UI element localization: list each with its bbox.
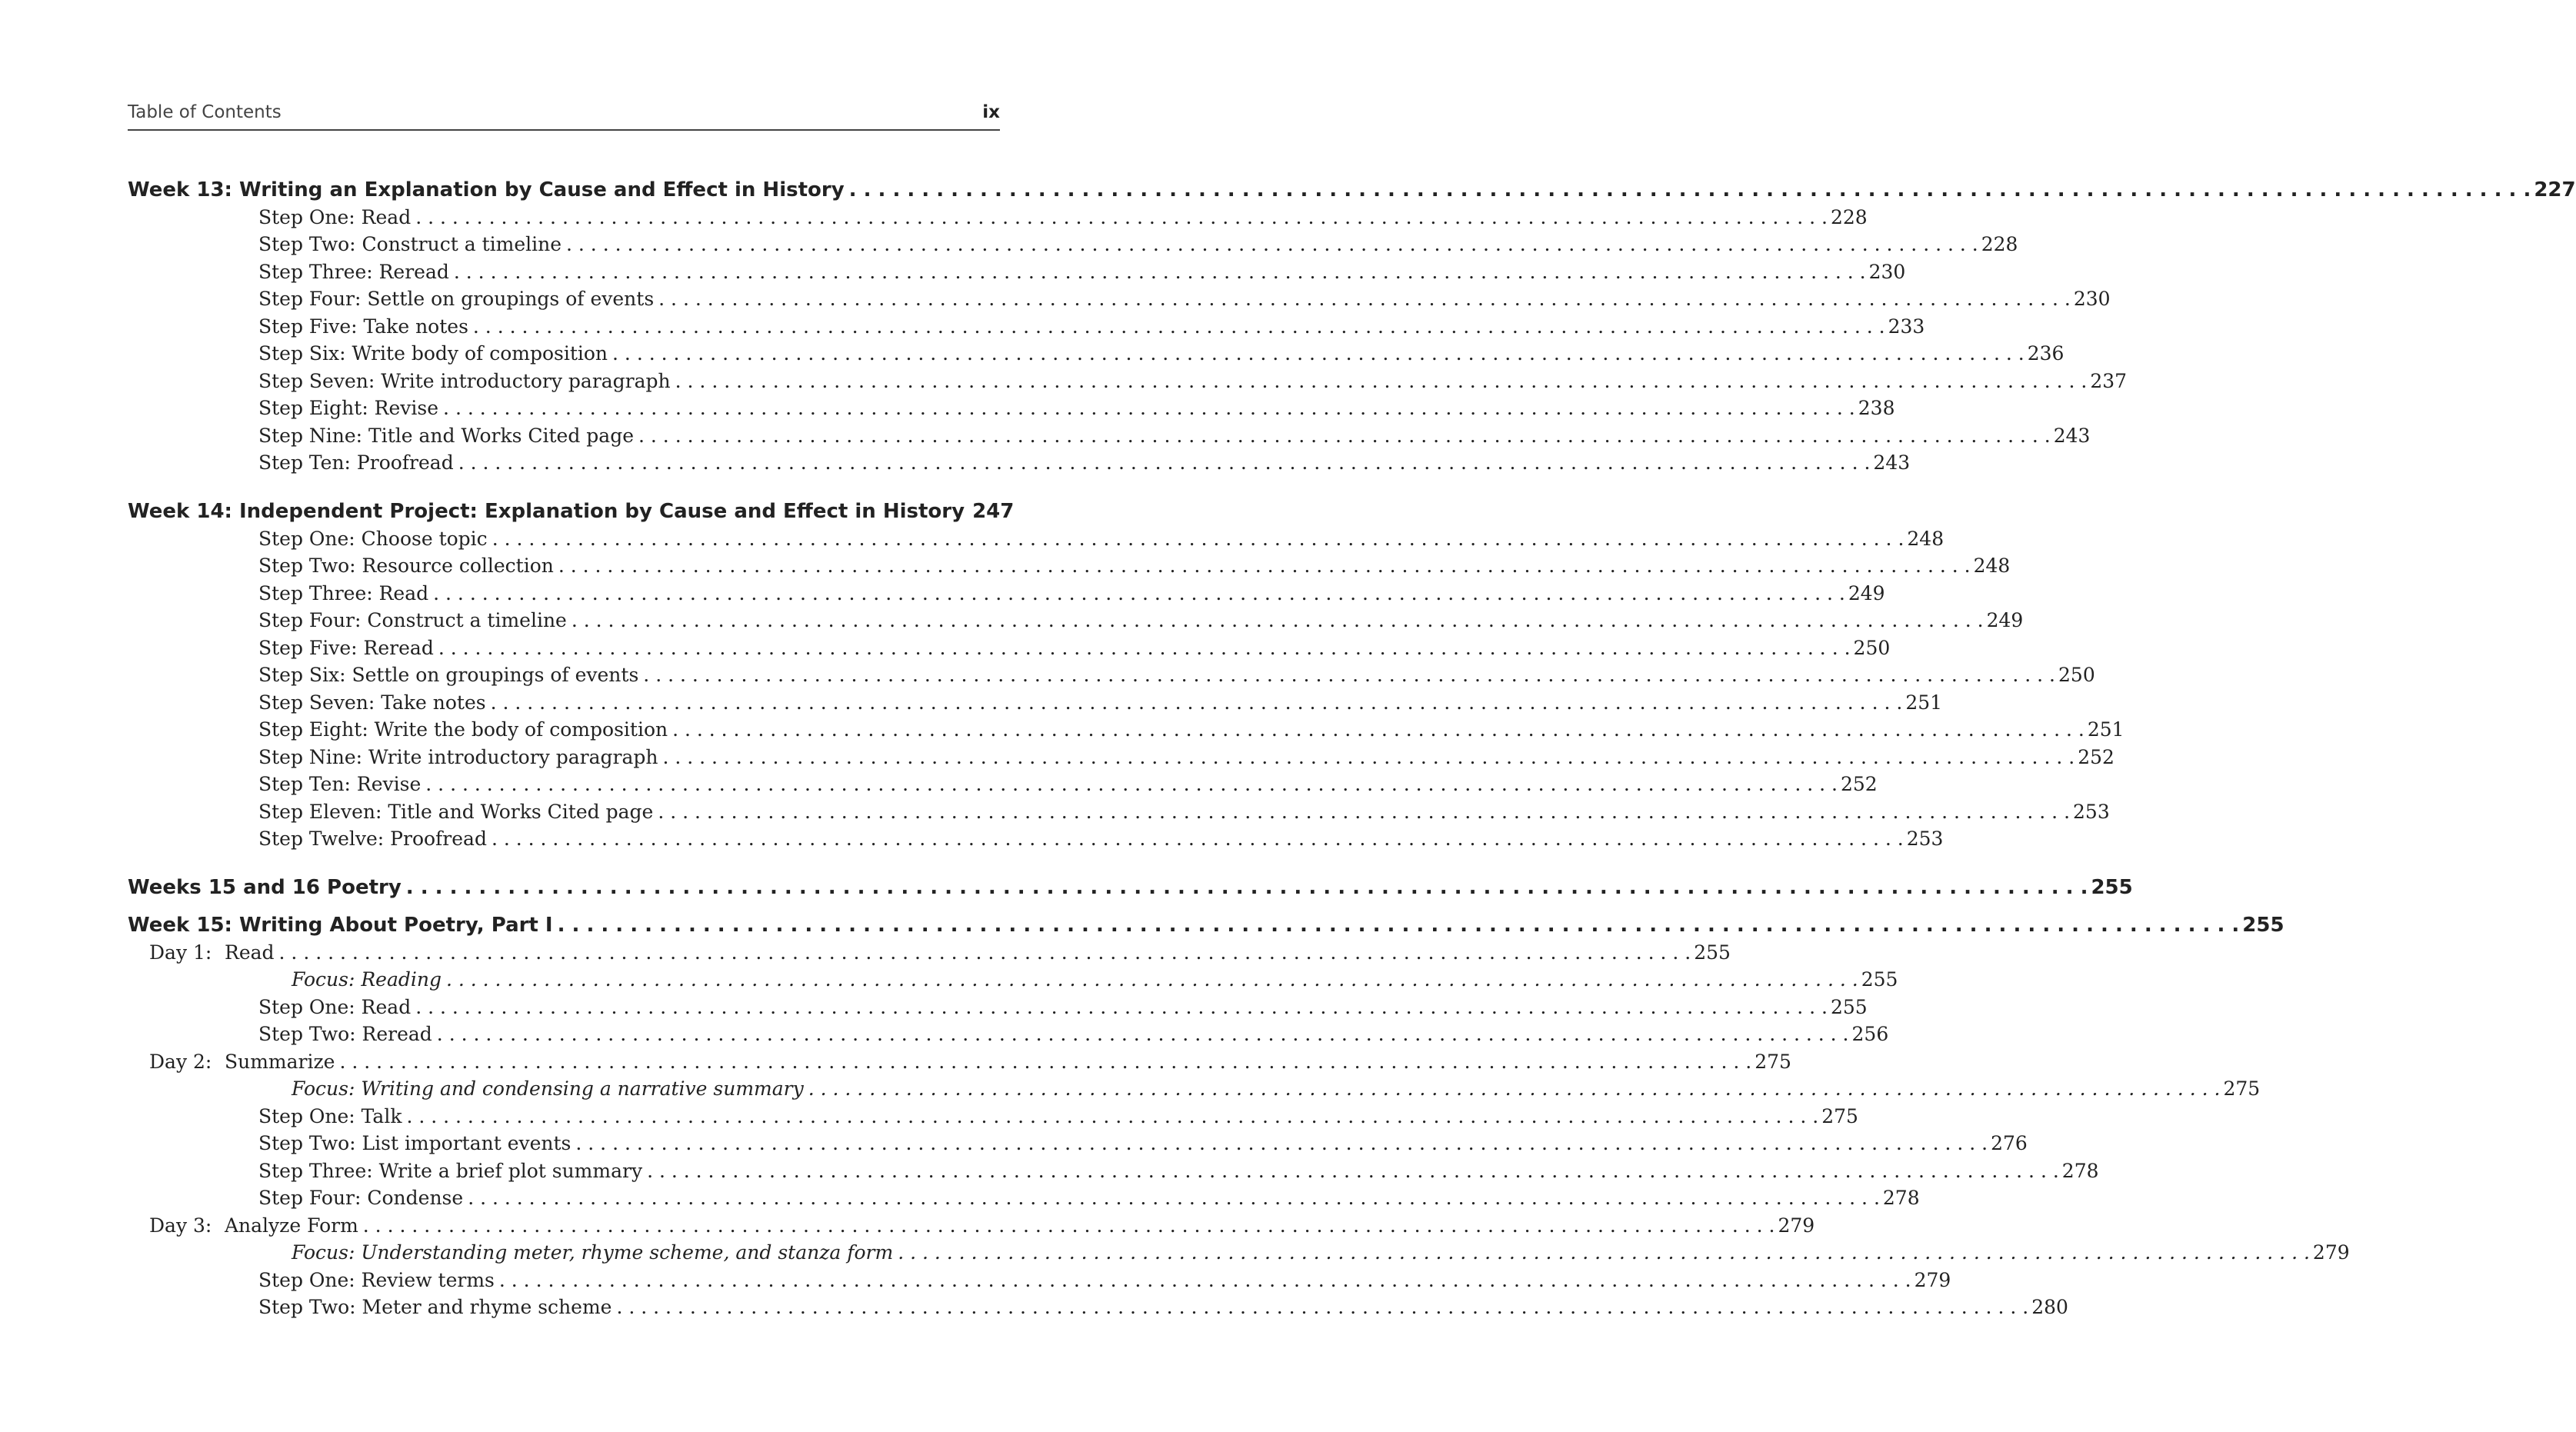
day-number: Day 1: [149,941,212,964]
toc-day-1[interactable] [149,941,1731,964]
toc-entry-title: Step Eight: Revise [258,397,439,419]
toc-step[interactable] [258,718,2124,741]
toc-step[interactable] [258,828,1944,850]
toc-entry-title: Week 15: Writing About Poetry, Part I [128,914,553,937]
toc-entry-title: Step Ten: Proofread [258,451,454,474]
toc-entry-title: Step Five: Reread [258,637,434,659]
toc-page-number: 255 [1694,941,1731,964]
dot-leader [672,718,2084,741]
dot-leader [558,554,1971,577]
toc-step[interactable] [258,554,2011,577]
dot-leader [468,1187,1880,1209]
toc-page-number: 278 [1882,1187,1920,1209]
toc-step[interactable] [258,801,2110,823]
dot-leader [279,941,1691,964]
toc-entry-title: Step Six: Settle on groupings of events [258,664,639,686]
toc-entry-title: Week 13: Writing an Explanation by Cause and Effect in History [128,178,845,201]
toc-page-number: 253 [2073,801,2110,823]
toc-entry-title: Step Twelve: Proofread [258,828,487,850]
toc-page-number: 249 [1848,582,1885,604]
toc-step[interactable] [258,315,1925,338]
toc-page-number: 275 [1755,1051,1791,1073]
dot-leader [662,746,2074,768]
toc-step[interactable] [258,370,2128,392]
toc-step[interactable] [258,288,2111,310]
toc-entry-title: Step Two: Resource collection [258,554,554,577]
dot-leader [454,261,1866,283]
dot-leader [566,233,1978,255]
toc-page-number: 233 [1888,315,1925,338]
dot-leader [443,397,1855,419]
toc-day-label [149,1214,363,1237]
toc-focus[interactable] [292,968,1898,991]
toc-page-number: 247 [972,500,1015,523]
dot-leader [643,664,2055,686]
dot-leader [658,801,2070,823]
dot-leader [499,1269,1911,1291]
running-header [128,100,1000,131]
toc-page-number: 252 [1841,773,1878,795]
toc-page-number: 276 [1991,1132,2028,1154]
toc-page-number: 230 [2073,288,2111,310]
toc-step[interactable] [258,261,1906,283]
toc-entry-title: Step Two: List important events [258,1132,572,1154]
dot-leader [339,1051,1751,1073]
toc-entry-title: Step Eleven: Title and Works Cited page [258,801,654,823]
toc-step[interactable] [258,1269,1951,1291]
toc-weeks-15-16[interactable] [128,876,2133,899]
toc-week-15[interactable] [128,914,2284,937]
toc-focus[interactable] [292,1077,2261,1100]
toc-step[interactable] [258,206,1868,228]
toc-page-number: 238 [1858,397,1895,419]
toc-step[interactable] [258,691,1943,714]
toc-entry-title: Summarize [225,1051,335,1073]
toc-entry-title: Step Four: Condense [258,1187,464,1209]
toc-entry-title: Step Five: Take notes [258,315,468,338]
toc-step[interactable] [258,996,1868,1018]
toc-day-2[interactable] [149,1051,1791,1073]
toc-page-number: 228 [1981,233,2018,255]
toc-page-number: 243 [1873,451,1911,474]
toc-entry-title: Step Three: Reread [258,261,449,283]
toc-entry-title: Step One: Read [258,206,412,228]
dot-leader [658,288,2071,310]
toc-page-number: 230 [1868,261,1906,283]
toc-step[interactable] [258,582,1885,604]
toc-page-number: 251 [2087,718,2124,741]
dot-leader [415,206,1828,228]
toc-page-number: 253 [1906,828,1944,850]
toc-entry-title: Focus: Reading [292,968,442,991]
toc-day-3[interactable] [149,1214,1815,1237]
toc-page-number: 252 [2078,746,2114,768]
toc-entry-title: Step Eight: Write the body of composition [258,718,668,741]
toc-step[interactable] [258,233,2018,255]
toc-page-number: 275 [1821,1105,1858,1127]
toc-entry-title: Step Six: Write body of composition [258,342,608,365]
dot-leader [638,425,2051,447]
toc-entry-title: Step Seven: Take notes [258,691,486,714]
toc-step[interactable] [258,1187,1920,1209]
toc-page-number: 255 [2242,914,2284,937]
toc-step[interactable] [258,1296,2068,1318]
day-number: Day 3: [149,1214,212,1237]
toc-day-label [149,941,279,964]
toc-page-number: 248 [1973,554,2011,577]
toc-page-number: 280 [2031,1296,2068,1318]
toc-entry-title: Weeks 15 and 16 Poetry [128,876,402,899]
toc-page-number: 279 [1778,1214,1815,1237]
toc-step[interactable] [258,397,1895,419]
toc-page-number: 250 [1853,637,1891,659]
dot-leader [446,968,1858,991]
toc-focus[interactable] [292,1241,2350,1264]
dot-leader [425,773,1838,795]
dot-leader [406,1105,1818,1127]
toc-page-number: 237 [2090,370,2128,392]
toc-step[interactable] [258,637,1891,659]
header-title: Table of Contents [128,102,282,122]
toc-page-number: 227 [2534,178,2576,201]
toc-entry-title: Step Two: Reread [258,1023,432,1045]
toc-step[interactable] [258,342,2064,365]
toc-entry-title: Step Two: Meter and rhyme scheme [258,1296,612,1318]
toc-page-number: 255 [1861,968,1898,991]
dot-leader [492,828,1904,850]
dot-leader [675,370,2088,392]
dot-leader [438,637,1851,659]
toc-page-number: 256 [1851,1023,1889,1045]
toc-page-number: 228 [1830,206,1868,228]
toc-entry-title: Step Nine: Title and Works Cited page [258,425,635,447]
dot-leader [415,996,1828,1018]
toc-entry-title: Step Four: Settle on groupings of events [258,288,655,310]
toc-entry-title: Focus: Writing and condensing a narrative summary [292,1077,804,1100]
toc-step[interactable] [258,746,2114,768]
toc-entry-title: Step One: Read [258,996,412,1018]
toc-week-13[interactable] [128,178,2576,201]
toc-page-number: 249 [1986,609,2024,631]
header-page-number: ix [982,102,1000,122]
toc-page-number: 243 [2053,425,2091,447]
dot-leader [572,609,1984,631]
toc-step[interactable] [258,1160,2099,1182]
dot-leader [406,876,2088,899]
toc-step[interactable] [258,609,2024,631]
toc-step[interactable] [258,1132,2028,1154]
toc-entry-title: Read [225,941,275,964]
toc-entry-title: Step Three: Read [258,582,429,604]
toc-entry-title: Step Four: Construct a timeline [258,609,567,631]
toc-entry-title: Analyze Form [225,1214,358,1237]
toc-page-number: 279 [2312,1241,2350,1264]
toc-entry-title: Step One: Choose topic [258,528,488,550]
toc-page-number: 248 [1907,528,1944,550]
toc-step[interactable] [258,664,2095,686]
dot-leader [616,1296,2028,1318]
dot-leader [808,1077,2221,1100]
dot-leader [647,1160,2059,1182]
dot-leader [437,1023,1849,1045]
toc-entry-title: Step Nine: Write introductory paragraph [258,746,658,768]
dot-leader [363,1214,1775,1237]
toc-day-label [149,1051,339,1073]
toc-page-number: 279 [1914,1269,1951,1291]
toc-entry-title: Week 14: Independent Project: Explanation by Cause and Effect in History [128,500,965,523]
toc-entry-title: Focus: Understanding meter, rhyme scheme, and stanza form [292,1241,894,1264]
toc-page-number: 278 [2061,1160,2099,1182]
toc-entry-title: Step Three: Write a brief plot summary [258,1160,643,1182]
toc-entry-title: Step One: Review terms [258,1269,495,1291]
toc-step[interactable] [258,528,1944,550]
toc-entry-title: Step One: Talk [258,1105,402,1127]
toc-step[interactable] [258,773,1878,795]
toc-step[interactable] [258,1023,1889,1045]
toc-page-number: 275 [2223,1077,2261,1100]
toc-step[interactable] [258,451,1911,474]
toc-week-14[interactable] [128,500,1015,523]
toc-page-number: 251 [1905,691,1943,714]
dot-leader [473,315,1885,338]
dot-leader [492,528,1905,550]
toc-entry-title: Step Ten: Revise [258,773,422,795]
toc-page-number: 255 [2091,876,2133,899]
dot-leader [849,178,2531,201]
dot-leader [458,451,1871,474]
dot-leader [898,1241,2310,1264]
day-number: Day 2: [149,1051,212,1073]
dot-leader [575,1132,1988,1154]
toc-step[interactable] [258,425,2091,447]
dot-leader [433,582,1845,604]
toc-step[interactable] [258,1105,1858,1127]
dot-leader [612,342,2024,365]
toc-entry-title: Step Seven: Write introductory paragraph [258,370,671,392]
dot-leader [558,914,2240,937]
dot-leader [491,691,1903,714]
toc-page-number: 255 [1830,996,1868,1018]
toc-page-number: 250 [2058,664,2095,686]
toc-entry-title: Step Two: Construct a timeline [258,233,562,255]
toc-page-number: 236 [2027,342,2064,365]
